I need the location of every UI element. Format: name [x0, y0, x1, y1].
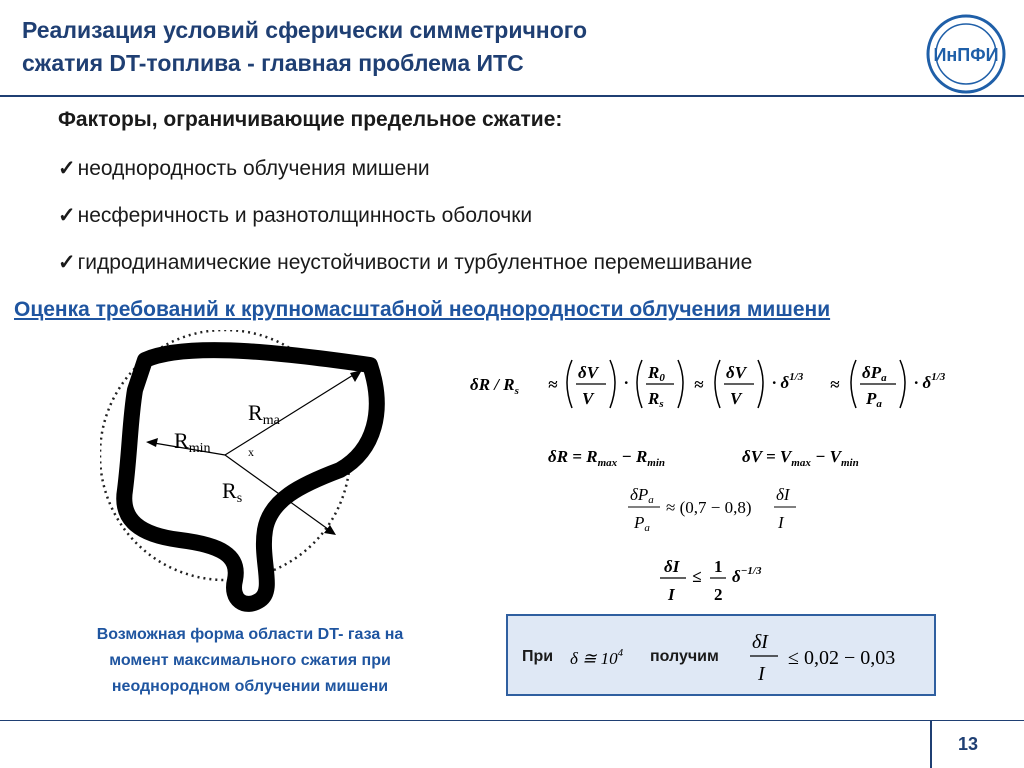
factor-item [58, 250, 752, 275]
svg-text:≈: ≈ [548, 375, 558, 394]
svg-text:δI: δI [664, 557, 680, 576]
svg-text:·: · [624, 373, 629, 392]
svg-text:δ ≅ 104: δ ≅ $10^4$ [570, 647, 624, 668]
slide-title [22, 14, 882, 80]
svg-text:δI: δI [776, 485, 790, 504]
svg-text:I: I [758, 663, 765, 685]
svg-text:Pa: Pa [866, 389, 882, 410]
r-max-label-x: x [248, 445, 254, 459]
svg-text:V: V [582, 389, 594, 408]
equations-block [460, 350, 980, 610]
svg-text:δV: δV [726, 363, 747, 382]
footer-separator [930, 720, 932, 768]
r-max-label: Rma [248, 400, 280, 428]
svg-text:Pa: Pa [634, 513, 650, 534]
institute-logo [926, 14, 1006, 94]
header-divider [0, 95, 1024, 97]
factor-item [58, 203, 532, 228]
svg-text:≈: ≈ [694, 375, 704, 394]
svg-text:1: 1 [714, 557, 723, 576]
svg-text:≈: ≈ [830, 375, 840, 394]
factor-text: неоднородность облучения мишени [77, 157, 430, 180]
caption-line: неоднородном облучении мишени [111, 678, 389, 695]
eq2b: $\delta V = V_{max} - V_{min}$ [742, 447, 859, 469]
eq2: $\delta R = R_{max} - R_{min}$ [548, 447, 666, 469]
dt-gas-shape-figure [100, 330, 400, 620]
section-subheading: Оценка требований к крупномасштабной неоднородности облучения мишени [14, 298, 831, 321]
svg-text:· δ1/3: · $\delta^{1/3}$ [772, 371, 804, 392]
r-s-label: Rs [222, 478, 243, 506]
figure-caption [60, 622, 440, 700]
svg-text:δPa: δPa [630, 485, 654, 506]
svg-text:R0: R0 [648, 363, 665, 384]
footer-divider [0, 720, 1024, 721]
svg-text:I: I [778, 513, 784, 532]
result-ineq-text: ≤ 0,02 − 0,03 [788, 647, 896, 669]
factor-text: гидродинамические неустойчивости и турбулентное перемешивание [77, 251, 753, 274]
svg-text:2: 2 [714, 585, 723, 604]
caption-line: момент максимального сжатия при [109, 652, 391, 669]
check-icon: ✓ [58, 204, 76, 227]
factors-heading: Факторы, ограничивающие предельное сжатие: [58, 108, 563, 131]
result-box [506, 614, 936, 696]
result-pri-label: При [522, 648, 554, 665]
title-line-2: сжатия DT-топлива - главная проблема ИТС [22, 50, 524, 76]
svg-text:δPa: δPa [862, 363, 887, 384]
compressed-shell-shape [124, 350, 377, 604]
svg-text:V: V [730, 389, 742, 408]
eq3-coef: ≈ (0,7 − 0,8) [666, 498, 752, 517]
r-min-label: Rmin [174, 428, 211, 456]
check-icon: ✓ [58, 251, 76, 274]
result-inequality [748, 626, 938, 690]
svg-text:· δ1/3: · $\delta^{1/3}$ [914, 371, 946, 392]
delta-condition [568, 644, 648, 672]
check-icon: ✓ [58, 157, 76, 180]
caption-line: Возможная форма области DT- газа на [96, 626, 404, 643]
factor-text: несферичность и разнотолщинность оболочки [77, 204, 533, 227]
factor-item [58, 156, 430, 181]
svg-text:Rs: Rs [648, 389, 664, 410]
page-number: 13 [958, 734, 979, 754]
title-line-1: Реализация условий сферически симметричного [22, 17, 588, 43]
svg-text:I: I [668, 585, 675, 604]
svg-text:δV: δV [578, 363, 599, 382]
eq4-rel: ≤ [692, 567, 702, 586]
svg-text:δI: δI [752, 631, 768, 653]
logo-text: ИнПФИ [933, 45, 999, 65]
svg-text:δ−1/3: $\delta^{-1/3}$ [732, 565, 762, 586]
eq1-lhs: δR / $R_s$ [470, 375, 519, 397]
result-poluchim-label: получим [650, 648, 719, 665]
